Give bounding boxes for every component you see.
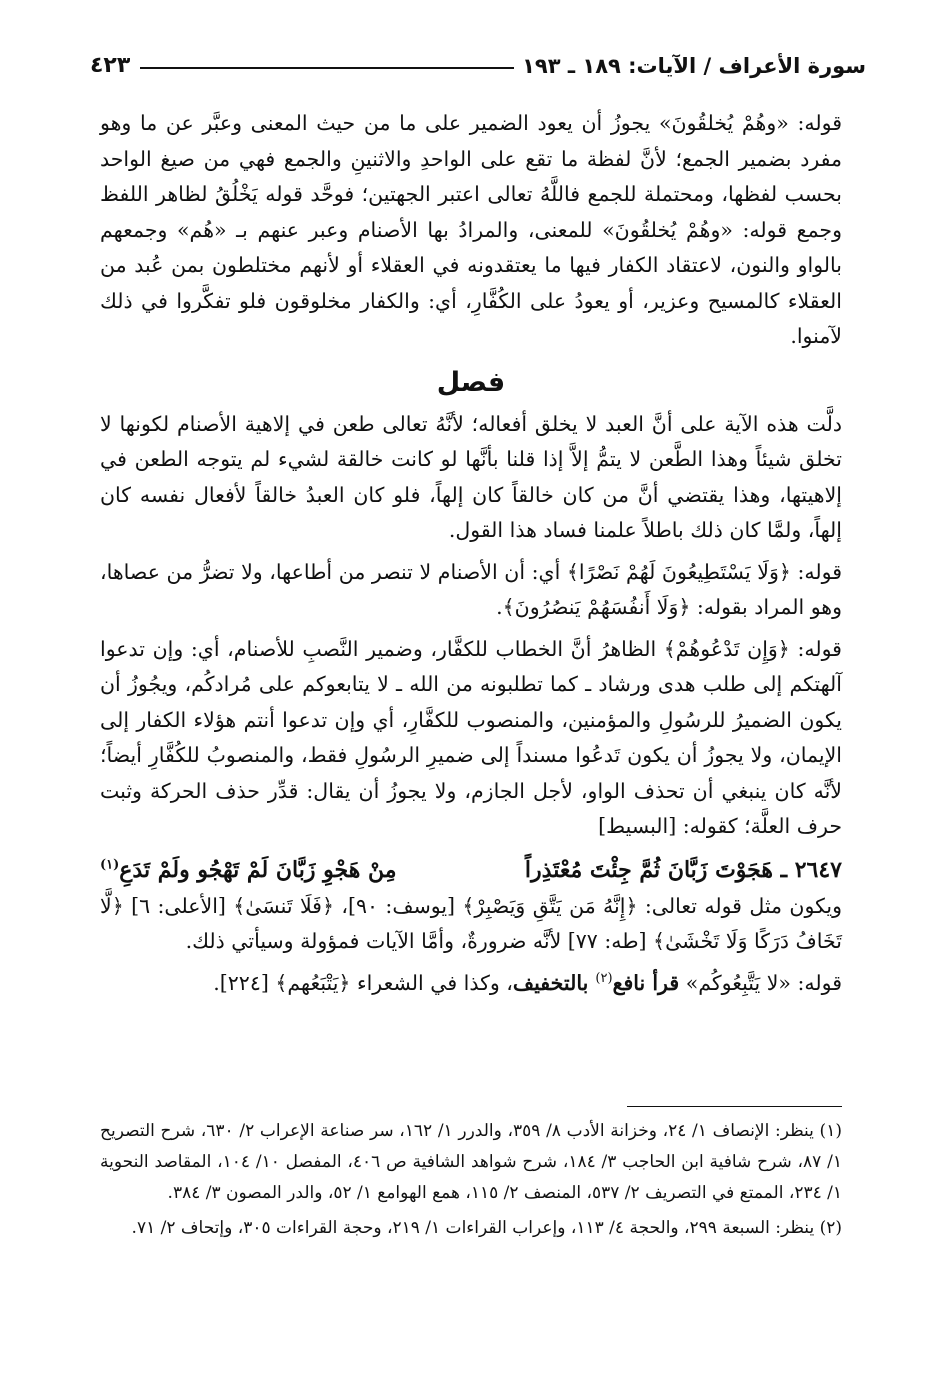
- verse-first-half: ٢٦٤٧ ـ هَجَوْتَ زَبَّانَ ثُمَّ جِئْتَ مُعْتَذِراً: [524, 856, 842, 883]
- footnotes: [100, 1116, 842, 1248]
- footnote-rule: [627, 1106, 842, 1107]
- paragraph-6: [100, 966, 842, 1002]
- section-heading: فصل: [436, 366, 506, 398]
- paragraph-6-footnote-ref: (٢): [595, 970, 613, 986]
- paragraph-2: دلَّت هذه الآية على أنَّ العبد لا يخلق أفعاله؛ لأنَّهُ تعالى طعن في إلاهية الأصنام لكونها لا تخلق شيئاً وهذا الطَّعن لا يتمُّ إلاَّ إذا قلنا بأنَّها لو كانت خالقة لشيء لم يتوجه الطعن في إلاهيتها، وهذا يقتضي أنَّ من كان خالقاً كان إلهاً، فلو كان العبدُ خالقاً لأفعال نفسه كان إلهاً، ولمَّا كان ذلك باطلاً علمنا فساد هذا القول.: [100, 411, 842, 542]
- page-header: [90, 38, 866, 78]
- running-title: سورة الأعراف / الآيات: ١٨٩ ـ ١٩٣: [514, 54, 866, 78]
- paragraph-5: ويكون مثل قوله تعالى: ﴿إِنَّهُ مَن يَتَّقِ وَيَصْبِرْ﴾ [يوسف: ٩٠]، ﴿فَلَا تَنسَىٰ﴾ [الأعلى: ٦] ﴿لَّا تَخَافُ دَرَكًا وَلَا تَخْشَىٰ﴾ [طه: ٧٧] لأنَّه ضرورةٌ، وأمَّا الآيات فمؤولة وسيأتي ذلك.: [100, 893, 842, 953]
- footnote-2: (٢) ينظر: السبعة ٢٩٩، والحجة ٤/ ١١٣، وإعراب القراءات ١/ ٢١٩، وحجة القراءات ٣٠٥، وإتحاف ٢/ ٧١.: [131, 1218, 842, 1238]
- poetry-verse: [100, 851, 842, 889]
- paragraph-6-bold2: بالتخفيف: [512, 970, 596, 995]
- page-number: ٤٢٣: [90, 53, 138, 78]
- paragraph-4: قوله: ﴿وَإِن تَدْعُوهُمْ﴾ الظاهرُ أنَّ الخطاب للكفَّار، وضمير النَّصبِ للأصنام، أي: وإن تدعوا آلهتكم إلى طلب هدى ورشاد ـ كما تطلبونه من الله ـ لا يتابعوكم على مُرادكُم، ويجُوزُ أن يكون الضميرُ للرسُولِ والمؤمنين، والمنصوب للكفَّارِ، أي وإن تدعوا أنتم هؤلاء الكفار إلى الإيمان، ولا يجوزُ أن يكون تَدعُوا مسنداً إلى ضميرِ الرسُولِ فقط، والمنصوبُ للكُفَّارِ أيضاً؛ لأنَّه كان ينبغي أن تحذف الواو، لأجل الجازم، ولا يجوزُ أن يقال: قدِّر حذف الحركة وثبت حرف العلَّة؛ كقوله: [البسيط]: [100, 636, 842, 838]
- paragraph-6-part1: قوله: «لا يَتَّبِعُوكُم»: [679, 970, 842, 995]
- verse-second-half-wrapper: [100, 851, 397, 889]
- verse-second-half: مِنْ هَجْوِ زَبَّانَ لَمْ تَهْجُو ولَمْ تَدَعِ: [119, 856, 397, 883]
- verse-footnote-ref: (١): [100, 857, 120, 873]
- main-text: [100, 106, 842, 1001]
- paragraph-3: قوله: ﴿وَلَا يَسْتَطِيعُونَ لَهُمْ نَصْرًا﴾ أي: أن الأصنام لا تنصر من أطاعها، ولا تضرُّ من عصاها، وهو المراد بقوله: ﴿وَلَا أَنفُسَهُمْ يَنصُرُونَ﴾.: [100, 559, 842, 619]
- footnote-1: (١) ينظر: الإنصاف ١/ ٢٤، وخزانة الأدب ٨/ ٣٥٩، والدرر ١/ ١٦٢، سر صناعة الإعراب ٢/ ٦٣٠، شرح التصريح ١/ ٨٧، شرح شافية ابن الحاجب ٣/ ١٨٤، شرح شواهد الشافية ص ٤٠٦، المفصل ١٠/ ١٠٤، المقاصد النحوية ١/ ٢٣٤، الممتع في التصريف ٢/ ٥٣٧، المنصف ٢/ ١١٥، همع الهوامع ١/ ٥٢، والدر المصون ٣/ ٣٨٤.: [100, 1121, 842, 1203]
- paragraph-1: قوله: «وهُمْ يُخلقُونَ» يجوزُ أن يعود الضمير على ما من حيث المعنى وعبَّر عن ما وهو مفرد بضمير الجمع؛ لأنَّ لفظة ما تقع على الواحدِ والاثنينِ والجمع فهي من صيغ الواحد بحسب لفظها، ومحتملة للجمع فاللَّهُ تعالى اعتبر الجهتين؛ فوحَّد قوله يَخْلُقُ لظاهر اللفظ وجمع قوله: «وهُمْ يُخلقُونَ» للمعنى، والمرادُ بها الأصنام وعبر عنهم بـ «هُم» وجمعهم بالواو والنون، لاعتقاد الكفار فيها ما يعتقدونه في العقلاء أو لأنهم مختلطون بمن عُبد من العقلاء كالمسيح وعزير، أو يعودُ على الكُفَّارِ، أي: والكفار مخلوقون فلو تفكَّروا في ذلك لآمنوا.: [100, 111, 842, 348]
- paragraph-6-part2: ، وكذا في الشعراء ﴿يَتْبَعُهم﴾ [٢٢٤].: [213, 970, 513, 995]
- paragraph-6-bold: قرأ نافع: [612, 970, 680, 995]
